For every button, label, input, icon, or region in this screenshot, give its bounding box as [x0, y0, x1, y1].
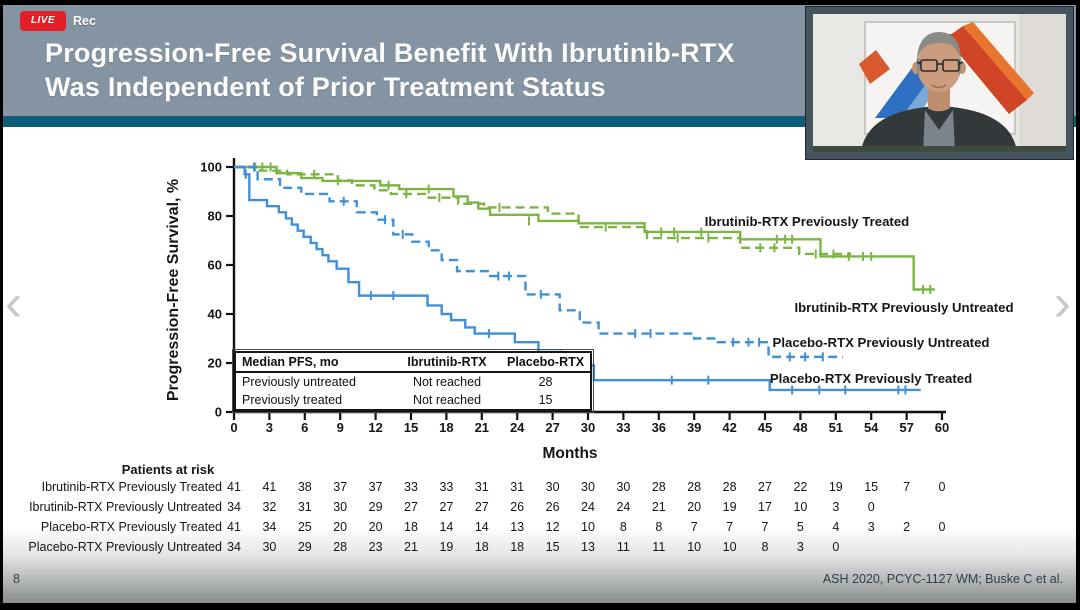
- prev-slide-button[interactable]: ‹: [5, 274, 23, 332]
- risk-value: 31: [297, 500, 312, 514]
- risk-value: 28: [333, 540, 348, 554]
- median-table-cell: Previously treated: [242, 393, 343, 407]
- x-tick-label: 51: [828, 420, 844, 435]
- risk-value: 10: [722, 540, 737, 554]
- median-table-cell: Not reached: [412, 375, 482, 389]
- risk-value: 18: [510, 540, 525, 554]
- risk-value: 29: [368, 500, 383, 514]
- risk-table-title: Patients at risk: [121, 462, 215, 477]
- risk-value: 11: [616, 540, 630, 554]
- risk-row-label: Placebo-RTX Previously Treated: [40, 520, 222, 534]
- risk-value: 30: [545, 480, 560, 494]
- x-tick-label: 39: [686, 420, 702, 435]
- risk-value: 8: [761, 540, 769, 554]
- median-table-cell: 28: [538, 375, 553, 389]
- risk-value: 24: [616, 500, 631, 514]
- risk-value: 28: [722, 480, 737, 494]
- risk-value: 15: [864, 480, 879, 494]
- risk-value: 34: [262, 520, 277, 534]
- risk-value: 32: [262, 500, 277, 514]
- risk-value: 19: [439, 540, 454, 554]
- risk-value: 38: [297, 480, 312, 494]
- curve-label: Ibrutinib-RTX Previously Treated: [704, 214, 910, 229]
- x-tick-label: 33: [616, 420, 631, 435]
- desk-edge: [813, 146, 1066, 152]
- x-tick-label: 0: [230, 420, 238, 435]
- risk-row-label: Placebo-RTX Previously Untreated: [28, 540, 222, 554]
- risk-value: 3: [832, 500, 840, 514]
- x-tick-label: 36: [651, 420, 667, 435]
- slide-title: [45, 36, 735, 104]
- risk-value: 33: [439, 480, 454, 494]
- risk-value: 22: [793, 480, 808, 494]
- risk-value: 28: [687, 480, 702, 494]
- next-slide-button[interactable]: ›: [1053, 274, 1071, 332]
- risk-value: 10: [793, 500, 808, 514]
- y-tick-label: 0: [214, 404, 222, 420]
- risk-value: 27: [758, 480, 772, 494]
- x-tick-label: 21: [474, 420, 490, 435]
- median-table-cell: Not reached: [412, 393, 482, 407]
- x-tick-label: 12: [368, 420, 383, 435]
- curve-label: Placebo-RTX Previously Untreated: [772, 335, 990, 350]
- risk-value: 3: [796, 540, 804, 554]
- median-table-cell: 15: [538, 393, 553, 407]
- slide-title-line1: Progression-Free Survival Benefit With Ibrutinib-RTX: [45, 38, 735, 68]
- risk-value: 41: [262, 480, 277, 494]
- slide-title-line2: Was Independent of Prior Treatment Status: [45, 72, 606, 102]
- risk-value: 34: [227, 500, 241, 514]
- slide-footer-band: [3, 527, 1076, 603]
- curve-label: Placebo-RTX Previously Treated: [769, 371, 973, 386]
- risk-value: 14: [439, 520, 454, 534]
- risk-value: 33: [404, 480, 418, 494]
- x-tick-label: 27: [545, 420, 560, 435]
- rec-label: Rec: [73, 14, 96, 28]
- risk-row-label: Ibrutinib-RTX Previously Treated: [41, 480, 222, 494]
- risk-value: 12: [545, 520, 560, 534]
- y-tick-label: 20: [207, 355, 222, 371]
- risk-value: 27: [404, 500, 418, 514]
- median-table-header-label: Median PFS, mo: [236, 353, 393, 372]
- risk-value: 21: [651, 500, 666, 514]
- median-pfs-table: [234, 351, 592, 411]
- risk-value: 8: [655, 520, 663, 534]
- risk-value: 23: [368, 540, 383, 554]
- risk-value: 0: [938, 520, 946, 534]
- x-tick-label: 30: [580, 420, 596, 435]
- webcam-overlay[interactable]: [806, 7, 1073, 159]
- risk-value: 11: [652, 540, 666, 554]
- risk-value: 24: [581, 500, 595, 514]
- x-tick-label: 6: [301, 420, 309, 435]
- x-tick-label: 15: [403, 420, 419, 435]
- risk-value: 34: [227, 540, 241, 554]
- risk-value: 37: [333, 480, 348, 494]
- risk-value: 21: [404, 540, 418, 554]
- risk-value: 5: [796, 520, 804, 534]
- curve-label: Ibrutinib-RTX Previously Untreated: [794, 300, 1014, 315]
- risk-value: 20: [687, 500, 702, 514]
- risk-value: 31: [510, 480, 525, 494]
- risk-value: 30: [616, 480, 631, 494]
- x-tick-label: 18: [439, 420, 454, 435]
- risk-value: 28: [651, 480, 666, 494]
- risk-value: 41: [227, 480, 241, 494]
- risk-value: 7: [690, 520, 698, 534]
- risk-value: 3: [867, 520, 875, 534]
- risk-value: 0: [867, 500, 875, 514]
- risk-value: 26: [545, 500, 560, 514]
- risk-value: 17: [758, 500, 772, 514]
- risk-value: 0: [832, 540, 840, 554]
- risk-value: 10: [687, 540, 702, 554]
- risk-value: 20: [368, 520, 383, 534]
- footer-citation: ASH 2020, PCYC-1127 WM; Buske C et al.: [822, 572, 1063, 586]
- risk-value: 18: [404, 520, 418, 534]
- risk-value: 14: [474, 520, 489, 534]
- x-axis-title: Months: [542, 445, 598, 462]
- risk-value: 27: [474, 500, 489, 514]
- risk-value: 18: [474, 540, 489, 554]
- risk-value: 4: [832, 520, 840, 534]
- y-axis-title: Progression-Free Survival, %: [165, 178, 182, 402]
- risk-value: 31: [474, 480, 489, 494]
- risk-value: 19: [828, 480, 843, 494]
- risk-value: 2: [903, 520, 911, 534]
- risk-value: 27: [439, 500, 454, 514]
- median-table-cell: Previously untreated: [242, 375, 356, 389]
- x-tick-label: 57: [899, 420, 914, 435]
- risk-value: 7: [761, 520, 769, 534]
- risk-value: 13: [581, 540, 595, 554]
- risk-value: 7: [903, 480, 911, 494]
- x-tick-label: 60: [934, 420, 950, 435]
- risk-value: 30: [581, 480, 595, 494]
- y-tick-label: 100: [200, 159, 222, 175]
- risk-value: 30: [262, 540, 277, 554]
- x-tick-label: 48: [793, 420, 808, 435]
- x-tick-label: 54: [863, 420, 879, 435]
- page-number: 8: [13, 572, 20, 586]
- y-tick-label: 40: [207, 306, 222, 322]
- risk-value: 19: [722, 500, 737, 514]
- risk-value: 7: [726, 520, 734, 534]
- risk-value: 25: [297, 520, 312, 534]
- risk-value: 8: [619, 520, 627, 534]
- x-tick-label: 9: [336, 420, 344, 435]
- risk-value: 20: [333, 520, 348, 534]
- risk-value: 29: [297, 540, 312, 554]
- risk-value: 10: [581, 520, 595, 534]
- y-tick-label: 60: [207, 257, 222, 273]
- x-tick-label: 3: [265, 420, 274, 435]
- x-tick-label: 42: [722, 420, 737, 435]
- risk-value: 15: [545, 540, 560, 554]
- median-table-header-placebo: Placebo-RTX: [501, 353, 590, 372]
- x-tick-label: 24: [509, 420, 525, 435]
- x-tick-label: 45: [757, 420, 773, 435]
- risk-value: 13: [510, 520, 525, 534]
- live-badge: LIVE: [20, 11, 66, 31]
- risk-value: 0: [938, 480, 946, 494]
- recording-indicator[interactable]: [20, 11, 96, 31]
- y-tick-label: 80: [207, 208, 222, 224]
- risk-row-label: Ibrutinib-RTX Previously Untreated: [29, 500, 222, 514]
- risk-value: 30: [333, 500, 348, 514]
- risk-value: 37: [368, 480, 383, 494]
- risk-value: 26: [510, 500, 525, 514]
- presenter-video: [813, 14, 1066, 152]
- wall-shade: [1019, 14, 1066, 152]
- median-table-header-ibrutinib: Ibrutinib-RTX: [393, 353, 501, 372]
- risk-value: 41: [227, 520, 241, 534]
